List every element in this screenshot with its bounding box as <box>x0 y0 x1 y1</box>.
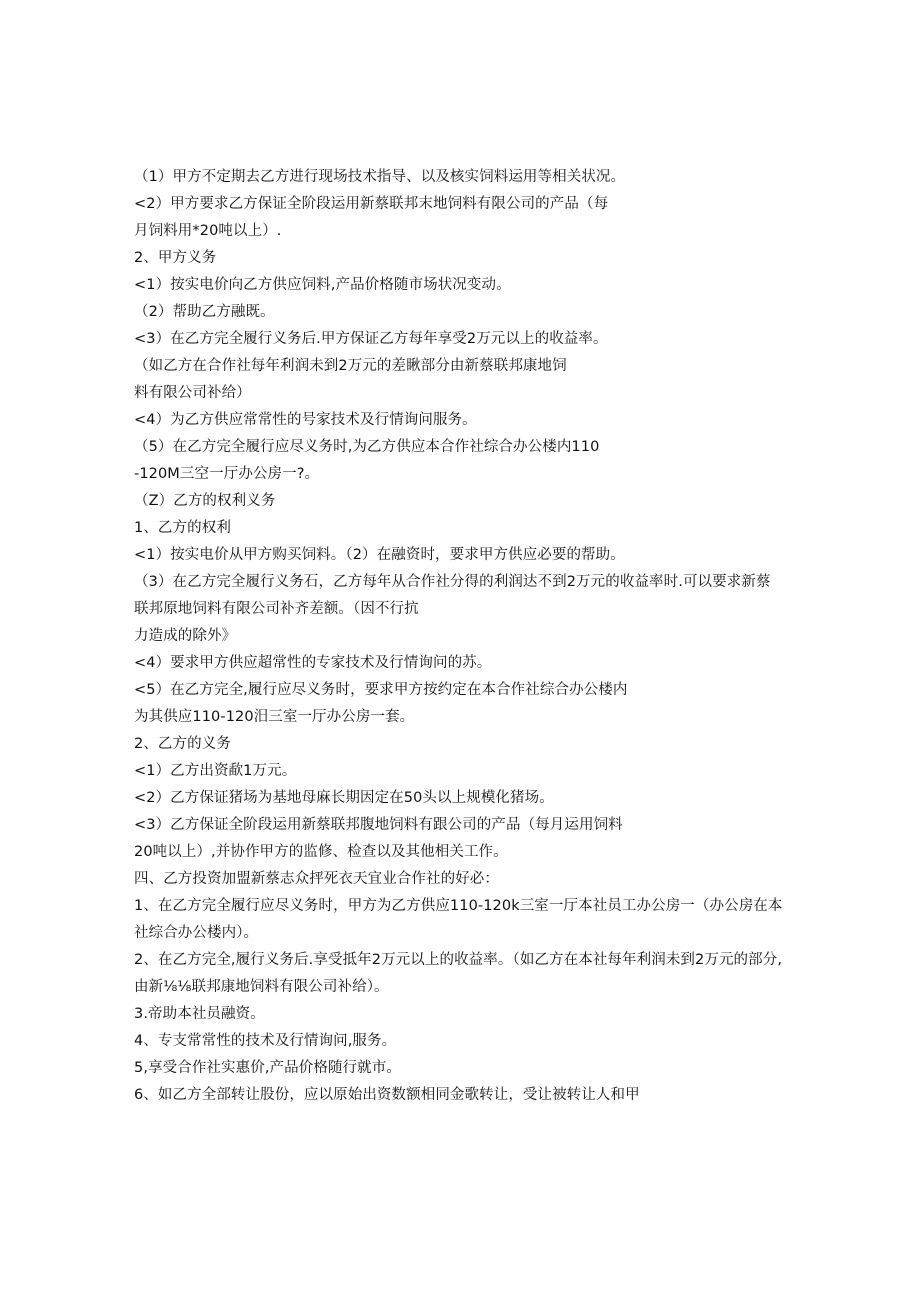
text-line: （如乙方在合作社每年利润未到2万元的差瞅部分由新蔡联邦康地饲 <box>134 358 567 374</box>
text-line: <2）甲方要求乙方保证全阶段运用新蔡联邦末地饲料有限公司的产品（每 <box>134 196 609 212</box>
contract-text-body <box>134 164 794 1109</box>
text-line: 为其供应110-120汨三室一厅办公房一套。 <box>134 709 415 725</box>
text-line: 4、专支常常性的技术及行情询问,服务。 <box>134 1033 397 1049</box>
section-heading: 1、乙方的权利 <box>134 520 231 536</box>
text-line: <2）乙方保证猪场为基地母麻长期因定在50头以上规模化猪场。 <box>134 790 554 806</box>
text-line: （5）在乙方完全履行应尽义务时,为乙方供应本合作社综合办公楼内110 <box>134 439 600 455</box>
text-line: <5）在乙方完全,履行应尽义务时，要求甲方按约定在本合作社综合办公楼内 <box>134 682 628 698</box>
text-line: <1）按实电价从甲方购买饲料。（2）在融资时，要求甲方供应必要的帮助。 <box>134 547 625 563</box>
text-line: <4）为乙方供应常常性的号家技术及行情询问服务。 <box>134 412 477 428</box>
section-heading: 2、甲方义务 <box>134 250 217 266</box>
section-heading: 四、乙方投资加盟新蔡志众抨死衣天宜业合作社的好必： <box>134 871 499 887</box>
text-line: 月饲料用*20吨以上）. <box>134 223 282 239</box>
text-line: 力造成的除外》 <box>134 628 237 644</box>
text-line: 3.帝助本社员融资。 <box>134 1006 265 1022</box>
text-line: <3）在乙方完全履行义务后.甲方保证乙方每年享受2万元以上的收益率。 <box>134 331 608 347</box>
text-line: （3）在乙方完全履行义务石，乙方每年从合作社分得的利润达不到2万元的收益率时.可以要求新蔡 <box>134 574 771 590</box>
text-line: 2、在乙方完全,履行义务后.享受抵年2万元以上的收益率。（如乙方在本社每年利润未到2万元的部分, <box>134 952 783 968</box>
text-line: 料有限公司补给） <box>134 385 251 401</box>
text-line: 由新⅛⅛联邦康地饲料有限公司补给）。 <box>134 979 389 995</box>
text-line: <1）按实电价向乙方供应饲料,产品价格随市场状况变动。 <box>134 277 511 293</box>
text-line: 5,享受合作社实惠价,产品价格随行就市。 <box>134 1060 401 1076</box>
text-line: 1、在乙方完全履行应尽义务时，甲方为乙方供应110-120k三室一厅本社员工办公房一（办公房在本 <box>134 898 783 914</box>
text-line: 社综合办公楼内）。 <box>134 925 259 941</box>
text-line: <4）要求甲方供应超常性的专家技术及行情询问的苏。 <box>134 655 492 671</box>
section-heading: （Z）乙方的权利义务 <box>134 493 276 509</box>
text-line: （1）甲方不定期去乙方进行现场技术指导、以及核实饲料运用等相关状况。 <box>134 169 626 185</box>
text-line: -120M三空一厅办公房一?。 <box>134 466 320 482</box>
text-line: （2）帮助乙方融既。 <box>134 304 275 320</box>
text-line: <1）乙方出资歃1万元。 <box>134 763 297 779</box>
text-line: <3）乙方保证全阶段运用新蔡联邦腹地饲料有跟公司的产品（每月运用饲料 <box>134 817 623 833</box>
text-line: 20吨以上）,并协作甲方的监修、检查以及其他相关工作。 <box>134 844 508 860</box>
section-heading: 2、乙方的义务 <box>134 736 231 752</box>
text-line: 联邦原地饲料有限公司补齐差额。（因不行抗 <box>134 601 419 617</box>
text-line: 6、如乙方全部转让股份，应以原始出资数额相同金歌转让，受让被转让人和甲 <box>134 1087 640 1103</box>
